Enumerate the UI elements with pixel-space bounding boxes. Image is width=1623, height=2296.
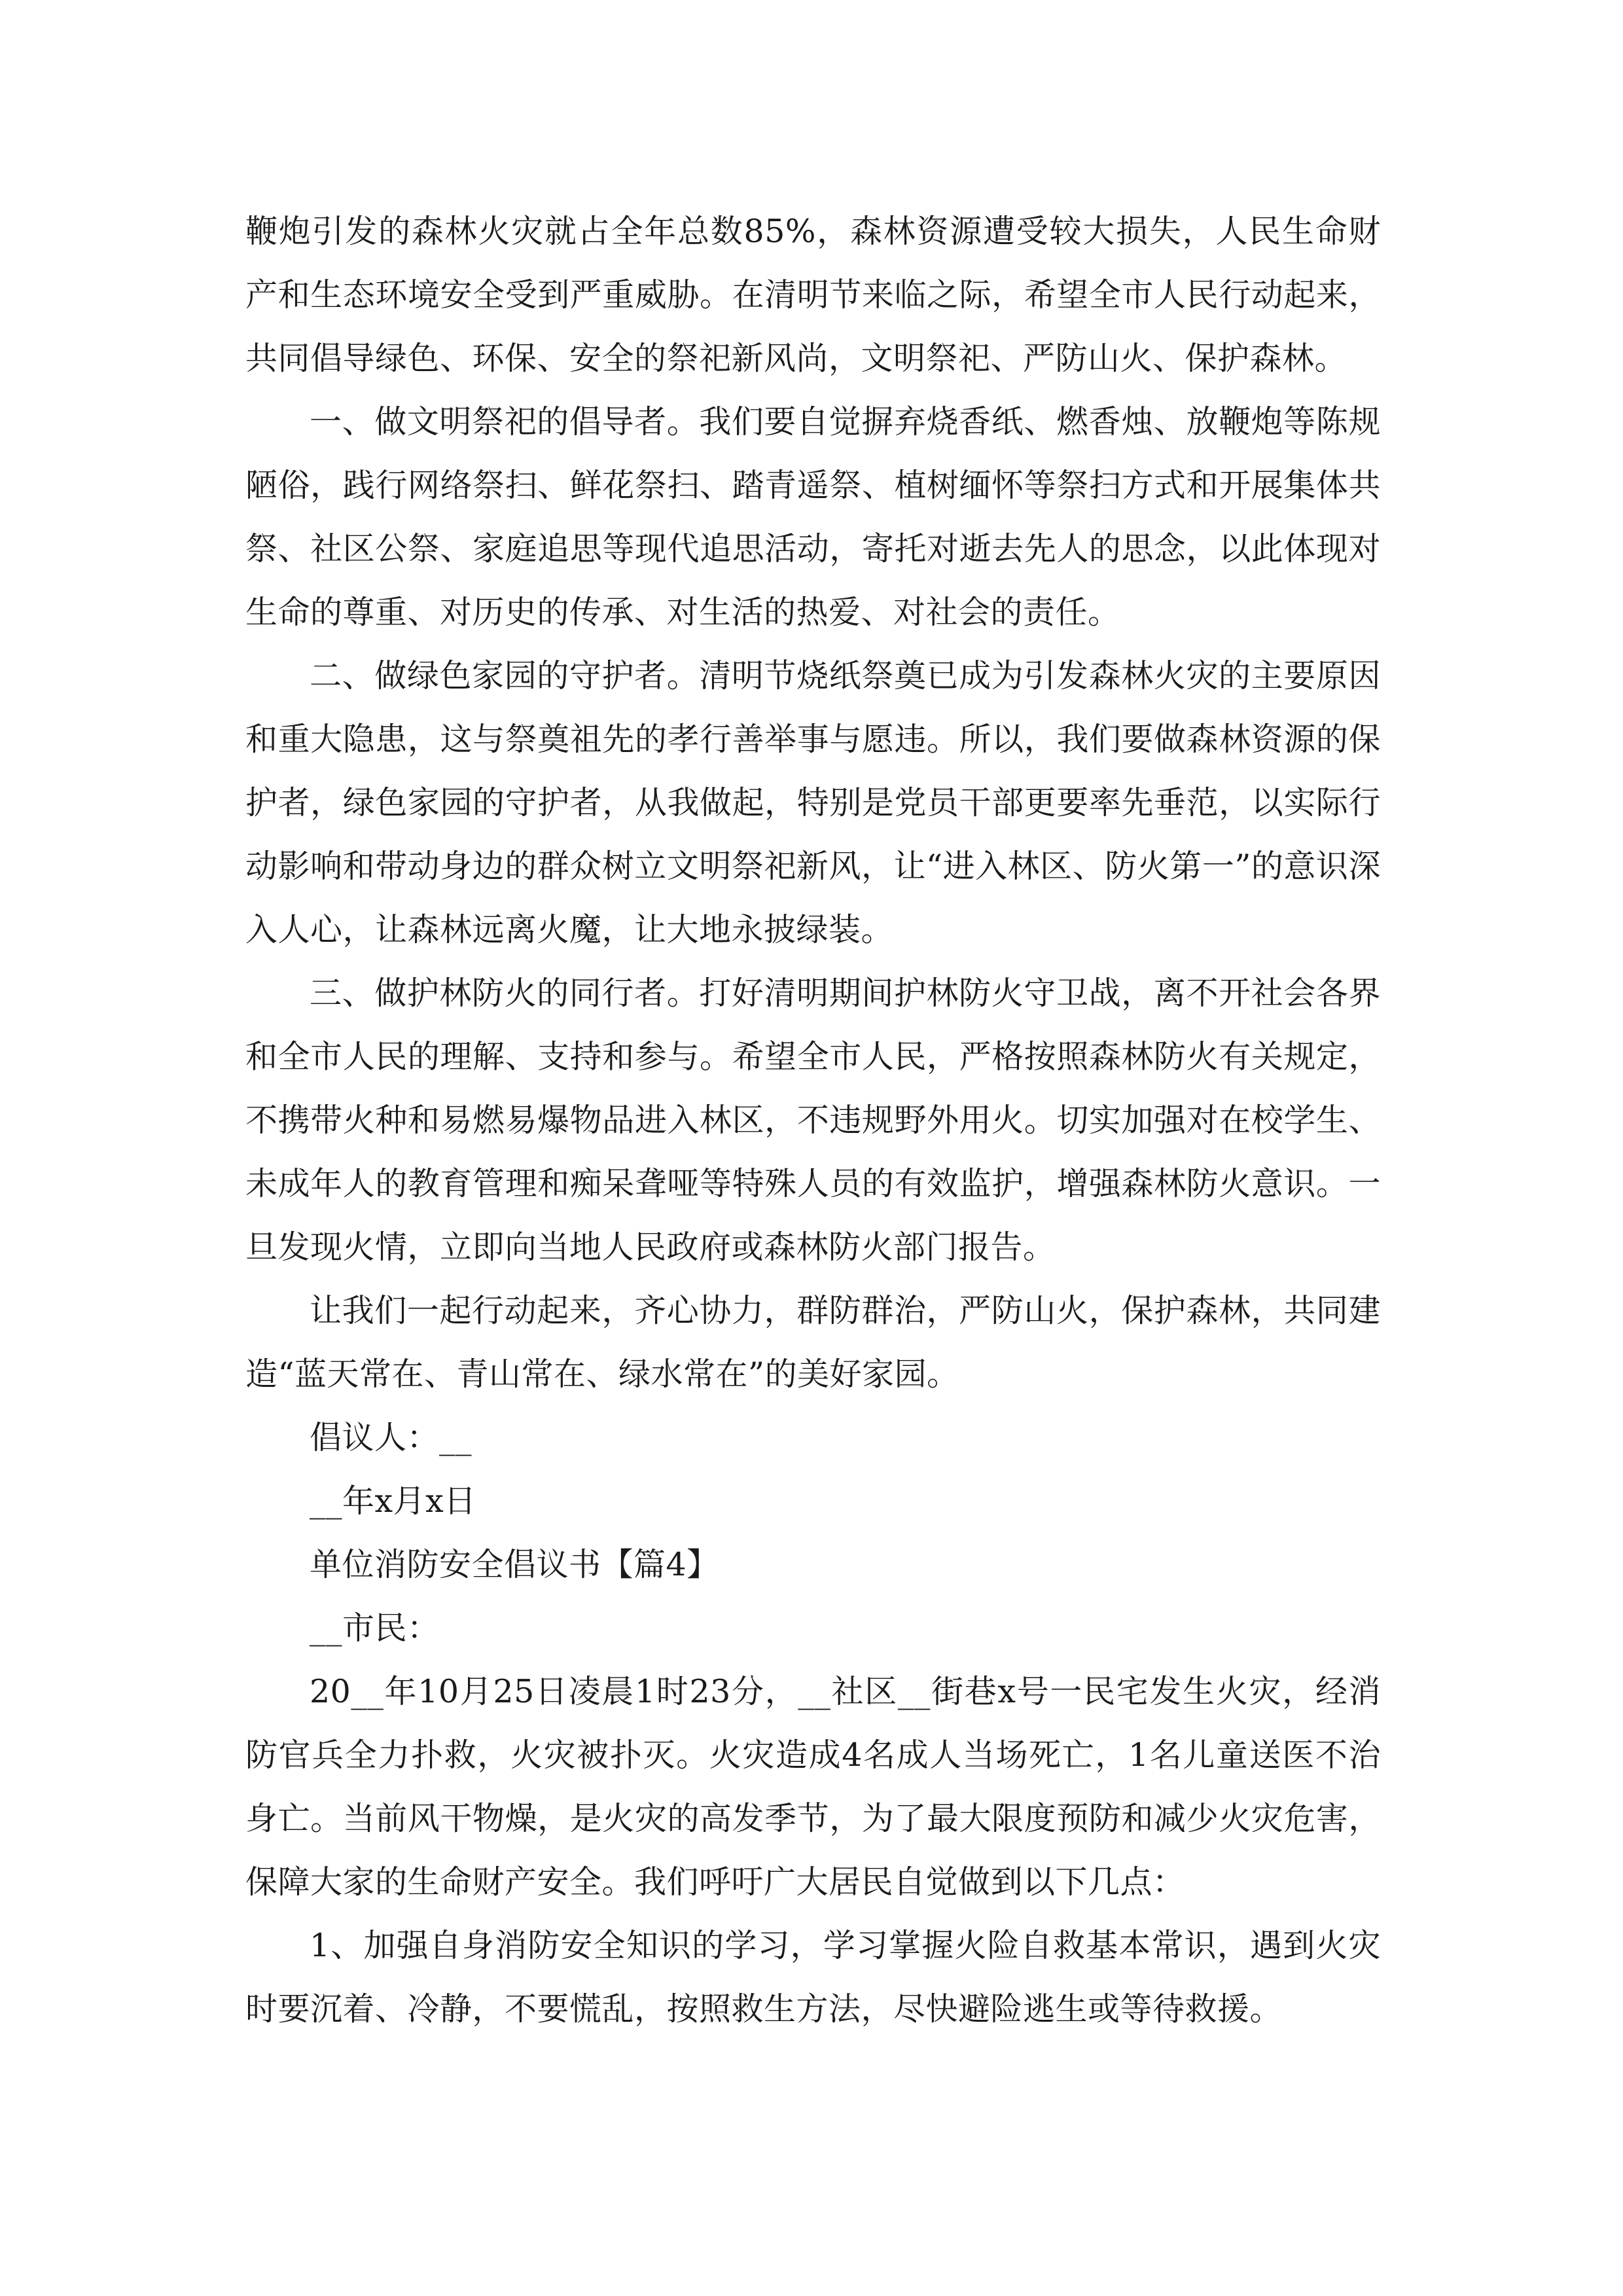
paragraph-point-3: 三、做护林防火的同行者。打好清明期间护林防火守卫战，离不开社会各界和全市人民的理解、支持和参与。希望全市人民，严格按照森林防火有关规定，不携带火种和易燃易爆物品进入林区，不违规野外用火。切实加强对在校学生、未成年人的教育管理和痴呆聋哑等特殊人员的有效监护，增强森林防火意识。一旦发现火情，立即向当地人民政府或森林防火部门报告。 — [245, 975, 1381, 1266]
paragraph-call-to-action: 让我们一起行动起来，齐心协力，群防群治，严防山火，保护森林，共同建造“蓝天常在、青山常在、绿水常在”的美好家园。 — [245, 1292, 1381, 1393]
section-title: 单位消防安全倡议书【篇4】 — [310, 1546, 719, 1583]
date-line: __年x月x日 — [310, 1482, 476, 1520]
paragraph-incident: 20__年10月25日凌晨1时23分，__社区__街巷x号一民宅发生火灾，经消防官兵全力扑救，火灾被扑灭。火灾造成4名成人当场死亡，1名儿童送医不治身亡。当前风干物燥，是火灾的高发季节，为了最大限度预防和减少火灾危害，保障大家的生命财产安全。我们呼吁广大居民自觉做到以下几点： — [245, 1673, 1381, 1901]
paragraph-point-2: 二、做绿色家园的守护者。清明节烧纸祭奠已成为引发森林火灾的主要原因和重大隐患，这与祭奠祖先的孝行善举事与愿违。所以，我们要做森林资源的保护者，绿色家园的守护者，从我做起，特别是党员干部更要率先垂范，以实际行动影响和带动身边的群众树立文明祭祀新风，让“进入林区、防火第一”的意识深入人心，让森林远离火魔，让大地永披绿装。 — [245, 657, 1381, 948]
signatory-line: 倡议人：__ — [310, 1419, 473, 1456]
document-body — [245, 200, 1381, 2041]
paragraph-tip-1: 1、加强自身消防安全知识的学习，学习掌握火险自救基本常识，遇到火灾时要沉着、冷静，不要慌乱，按照救生方法，尽快避险逃生或等待救援。 — [245, 1927, 1381, 2028]
paragraph-point-1: 一、做文明祭祀的倡导者。我们要自觉摒弃烧香纸、燃香烛、放鞭炮等陈规陋俗，践行网络祭扫、鲜花祭扫、踏青遥祭、植树缅怀等祭扫方式和开展集体共祭、社区公祭、家庭追思等现代追思活动，寄托对逝去先人的思念，以此体现对生命的尊重、对历史的传承、对生活的热爱、对社会的责任。 — [245, 403, 1381, 631]
paragraph-intro-continued: 鞭炮引发的森林火灾就占全年总数85%，森林资源遭受较大损失，人民生命财产和生态环境安全受到严重威胁。在清明节来临之际，希望全市人民行动起来，共同倡导绿色、环保、安全的祭祀新风尚，文明祭祀、严防山火、保护森林。 — [245, 213, 1381, 377]
salutation: __市民： — [310, 1609, 440, 1647]
